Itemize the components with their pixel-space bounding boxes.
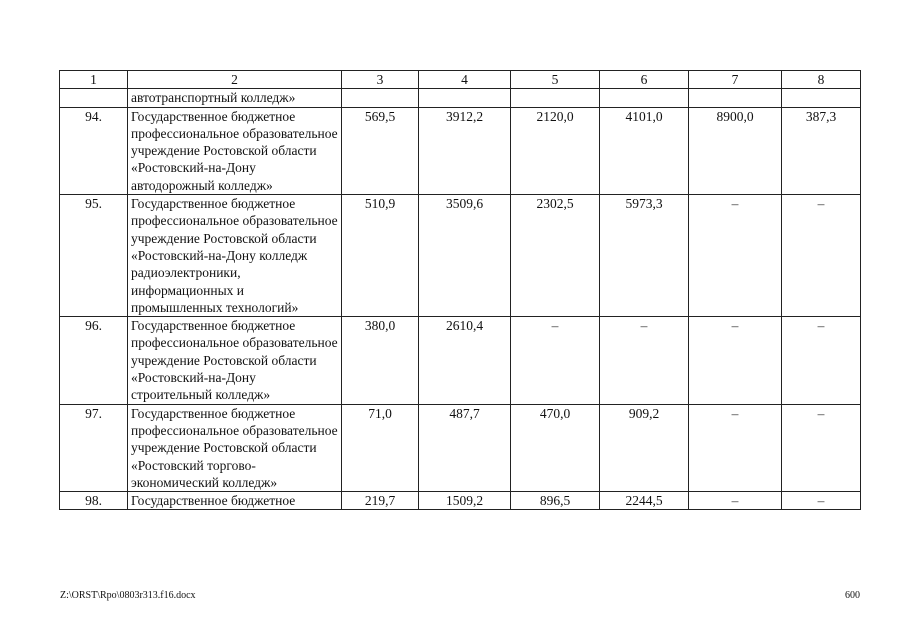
cell-col4: 1509,2 xyxy=(419,492,511,510)
cell-col7: – xyxy=(689,317,782,404)
cell-col8: – xyxy=(782,404,861,491)
table-row xyxy=(60,195,861,317)
cell-col5: 2302,5 xyxy=(511,195,600,317)
continuation-c7 xyxy=(689,89,782,107)
cell-col4: 3912,2 xyxy=(419,107,511,194)
cell-col6: 909,2 xyxy=(600,404,689,491)
cell-col4: 487,7 xyxy=(419,404,511,491)
row-number: 94. xyxy=(60,107,128,194)
cell-col6: – xyxy=(600,317,689,404)
header-cell-1: 1 xyxy=(60,71,128,89)
continuation-c4 xyxy=(419,89,511,107)
institution-name: Государственное бюджетное профессиональное образовательное учреждение Ростовской области «Ростовский-на-Дону колледж радиоэлектроники, информационных и промышленных технологий» xyxy=(128,195,342,317)
institution-name: Государственное бюджетное профессиональное образовательное учреждение Ростовской области «Ростовский-на-Дону строительный колледж» xyxy=(128,317,342,404)
cell-col4: 3509,6 xyxy=(419,195,511,317)
cell-col3: 219,7 xyxy=(342,492,419,510)
header-cell-4: 4 xyxy=(419,71,511,89)
continuation-no xyxy=(60,89,128,107)
footer-file-path: Z:\ORST\Rpo\0803r313.f16.docx xyxy=(60,590,196,601)
cell-col3: 71,0 xyxy=(342,404,419,491)
header-row xyxy=(60,71,861,89)
continuation-c3 xyxy=(342,89,419,107)
footer-page-number: 600 xyxy=(845,590,860,601)
header-cell-5: 5 xyxy=(511,71,600,89)
header-cell-6: 6 xyxy=(600,71,689,89)
cell-col6: 2244,5 xyxy=(600,492,689,510)
continuation-c6 xyxy=(600,89,689,107)
cell-col8: – xyxy=(782,195,861,317)
cell-col7: – xyxy=(689,195,782,317)
budget-table xyxy=(59,70,861,510)
header-cell-8: 8 xyxy=(782,71,861,89)
cell-col7: 8900,0 xyxy=(689,107,782,194)
cell-col4: 2610,4 xyxy=(419,317,511,404)
cell-col7: – xyxy=(689,404,782,491)
continuation-row xyxy=(60,89,861,107)
cell-col6: 4101,0 xyxy=(600,107,689,194)
row-number: 96. xyxy=(60,317,128,404)
cell-col8: – xyxy=(782,492,861,510)
table-row xyxy=(60,404,861,491)
cell-col5: – xyxy=(511,317,600,404)
table-row xyxy=(60,317,861,404)
cell-col8: 387,3 xyxy=(782,107,861,194)
institution-name: Государственное бюджетное xyxy=(128,492,342,510)
cell-col3: 380,0 xyxy=(342,317,419,404)
institution-name: Государственное бюджетное профессиональное образовательное учреждение Ростовской области «Ростовский-на-Дону автодорожный колледж» xyxy=(128,107,342,194)
cell-col5: 2120,0 xyxy=(511,107,600,194)
row-number: 95. xyxy=(60,195,128,317)
cell-col3: 510,9 xyxy=(342,195,419,317)
cell-col5: 470,0 xyxy=(511,404,600,491)
header-cell-3: 3 xyxy=(342,71,419,89)
cell-col6: 5973,3 xyxy=(600,195,689,317)
cell-col8: – xyxy=(782,317,861,404)
row-number: 97. xyxy=(60,404,128,491)
header-cell-2: 2 xyxy=(128,71,342,89)
row-number: 98. xyxy=(60,492,128,510)
institution-name: Государственное бюджетное профессиональное образовательное учреждение Ростовской области «Ростовский торгово-экономический колледж» xyxy=(128,404,342,491)
cell-col5: 896,5 xyxy=(511,492,600,510)
cell-col3: 569,5 xyxy=(342,107,419,194)
table-row xyxy=(60,492,861,510)
continuation-c5 xyxy=(511,89,600,107)
table-row xyxy=(60,107,861,194)
header-cell-7: 7 xyxy=(689,71,782,89)
continuation-name: автотранспортный колледж» xyxy=(128,89,342,107)
continuation-c8 xyxy=(782,89,861,107)
cell-col7: – xyxy=(689,492,782,510)
